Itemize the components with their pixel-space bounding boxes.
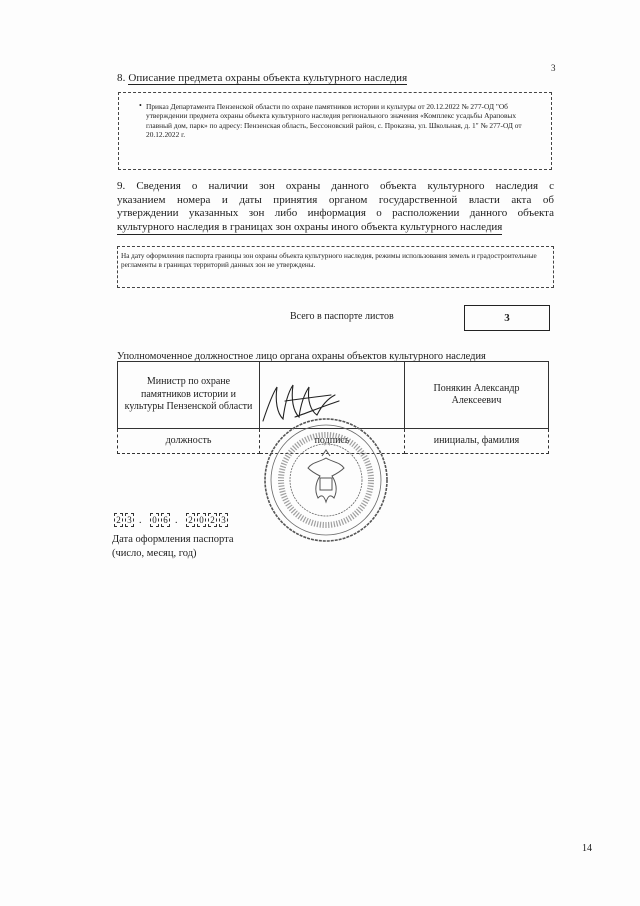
date-digit: 2 xyxy=(186,513,195,527)
section-9-line: 9. Сведения о наличии зон охраны данного объекта культурного наследия с xyxy=(117,180,554,192)
date-label-hint: (число, месяц, год) xyxy=(112,548,197,559)
section-9-title xyxy=(117,180,554,235)
section-8-prefix: 8. xyxy=(117,72,129,84)
total-sheets-label: Всего в паспорте листов xyxy=(290,311,394,322)
official-name: Понякин Александр Алексеевич xyxy=(405,362,549,429)
section-9-line: утверждении указанных зон либо информация о расположении данного объекта xyxy=(117,207,554,220)
caption-signature: подпись xyxy=(260,429,405,454)
section-8-title xyxy=(117,72,407,84)
date-digit: 0 xyxy=(150,513,159,527)
date-digit: 3 xyxy=(125,513,134,527)
date-digit: 0 xyxy=(197,513,206,527)
section-8-content: Приказ Департамента Пензенской области по охране памятников истории и культуры от 20.12.2022 № 277-ОД "Об утверждении предмета охраны объекта культурного наследия регионального значения «Комплекс усадьбы Араповых главный дом, парк» по адресу: Пензенская область, Бессоновский район, с. Проказна, ул. Школьная, д. 1" № 277-ОД от 20.12.2022 г. xyxy=(146,102,522,139)
page-number-top: 3 xyxy=(551,63,556,73)
date-digit: 2 xyxy=(208,513,217,527)
caption-name: инициалы, фамилия xyxy=(405,429,549,454)
section-9-line: культурного наследия в границах зон охраны иного объекта культурного наследия xyxy=(117,221,502,236)
date-separator: . xyxy=(139,515,142,526)
date-digit: 6 xyxy=(161,513,170,527)
bullet-icon: • xyxy=(139,101,142,110)
section-8-heading: Описание предмета охраны объекта культурного наследия xyxy=(128,72,408,84)
date-label-line: Дата оформления паспорта xyxy=(112,534,234,545)
section-9-line: указанием номера и даты принятия органом государственной власти акта об xyxy=(117,193,554,206)
official-seal xyxy=(262,416,390,544)
date-separator: . xyxy=(175,515,178,526)
total-sheets-value: 3 xyxy=(464,305,550,331)
date-digit: 2 xyxy=(114,513,123,527)
date-label xyxy=(112,533,233,561)
official-position: Министр по охране памятников истории и культуры Пензенской области xyxy=(118,362,260,429)
official-heading: Уполномоченное должностное лицо органа охраны объектов культурного наследия xyxy=(117,351,486,362)
page-number-bottom: 14 xyxy=(582,843,592,854)
section-9-content: На дату оформления паспорта границы зон охраны объекта культурного наследия, режимы использования земель и градостроительные регламенты в границах территорий данных зон не утверждены. xyxy=(121,252,537,270)
date-digit: 3 xyxy=(219,513,228,527)
caption-position: должность xyxy=(118,429,260,454)
